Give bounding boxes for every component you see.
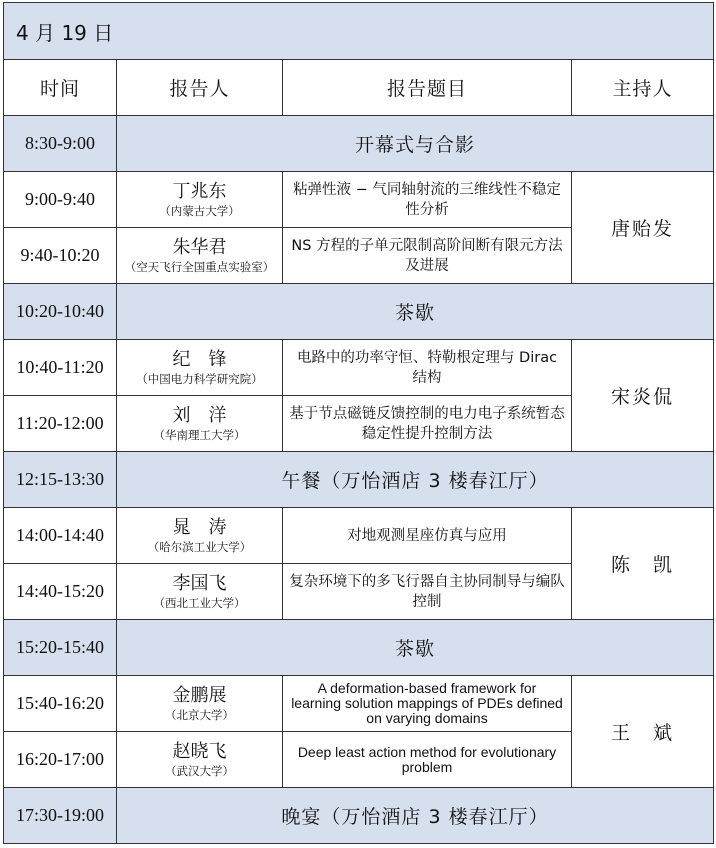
time-cell: 15:40-16:20 [4, 676, 117, 732]
speaker-name: 赵晓飞 [172, 740, 227, 762]
speaker-affiliation: （华南理工大学） [153, 427, 246, 442]
speaker-affiliation: （空天飞行全国重点实验室） [124, 259, 275, 274]
event-cell: 午餐（万怡酒店 3 楼春江厅） [117, 452, 714, 508]
speaker-cell [117, 340, 283, 396]
event-row-dinner [4, 788, 714, 844]
topic-cell: Deep least action method for evolutionary problem [283, 732, 572, 788]
event-cell: 开幕式与合影 [117, 116, 714, 172]
chair-cell: 陈 凯 [572, 508, 714, 620]
day-title-row [4, 3, 714, 60]
schedule-table [3, 2, 714, 844]
event-row-tea-break [4, 620, 714, 676]
speaker-cell [117, 228, 283, 284]
speaker-name: 晁 涛 [172, 516, 227, 538]
talk-row [4, 172, 714, 228]
chair-cell: 唐贻发 [572, 172, 714, 284]
speaker-affiliation: （西北工业大学） [153, 595, 246, 610]
speaker-name: 朱华君 [172, 236, 227, 258]
time-cell: 12:15-13:30 [4, 452, 117, 508]
chair-cell: 宋炎侃 [572, 340, 714, 452]
event-row-tea-break [4, 284, 714, 340]
topic-cell: 电路中的功率守恒、特勒根定理与 Dirac 结构 [283, 340, 572, 396]
speaker-cell [117, 508, 283, 564]
speaker-affiliation: （内蒙古大学） [159, 203, 240, 218]
event-row-opening [4, 116, 714, 172]
speaker-cell [117, 564, 283, 620]
speaker-affiliation: （哈尔滨工业大学） [147, 539, 252, 554]
header-row [4, 60, 714, 116]
speaker-affiliation: （北京大学） [165, 707, 234, 722]
topic-cell: 对地观测星座仿真与应用 [283, 508, 572, 564]
topic-cell: 基于节点磁链反馈控制的电力电子系统暂态稳定性提升控制方法 [283, 396, 572, 452]
time-cell: 14:00-14:40 [4, 508, 117, 564]
event-row-lunch [4, 452, 714, 508]
topic-cell: NS 方程的子单元限制高阶间断有限元方法及进展 [283, 228, 572, 284]
speaker-affiliation: （武汉大学） [165, 763, 234, 778]
speaker-cell [117, 396, 283, 452]
talk-row [4, 508, 714, 564]
speaker-cell [117, 172, 283, 228]
header-time: 时间 [4, 60, 117, 116]
speaker-name: 李国飞 [172, 572, 227, 594]
talk-row [4, 676, 714, 732]
time-cell: 14:40-15:20 [4, 564, 117, 620]
speaker-cell [117, 676, 283, 732]
event-cell: 茶歇 [117, 620, 714, 676]
chair-cell: 王 斌 [572, 676, 714, 788]
time-cell: 8:30-9:00 [4, 116, 117, 172]
header-chair: 主持人 [572, 60, 714, 116]
topic-cell: 粘弹性液 − 气同轴射流的三维线性不稳定性分析 [283, 172, 572, 228]
time-cell: 15:20-15:40 [4, 620, 117, 676]
time-cell: 16:20-17:00 [4, 732, 117, 788]
day-title: 4 月 19 日 [4, 3, 714, 60]
talk-row [4, 340, 714, 396]
header-topic: 报告题目 [283, 60, 572, 116]
time-cell: 17:30-19:00 [4, 788, 117, 844]
topic-cell: 复杂环境下的多飞行器自主协同制导与编队控制 [283, 564, 572, 620]
event-cell: 茶歇 [117, 284, 714, 340]
time-cell: 10:40-11:20 [4, 340, 117, 396]
time-cell: 10:20-10:40 [4, 284, 117, 340]
time-cell: 9:40-10:20 [4, 228, 117, 284]
header-speaker: 报告人 [117, 60, 283, 116]
speaker-affiliation: （中国电力科学研究院） [136, 371, 263, 386]
time-cell: 11:20-12:00 [4, 396, 117, 452]
topic-cell: A deformation-based framework for learning solution mappings of PDEs defined on varying domains [283, 676, 572, 732]
speaker-name: 丁兆东 [172, 180, 227, 202]
time-cell: 9:00-9:40 [4, 172, 117, 228]
speaker-name: 刘 洋 [172, 404, 227, 426]
speaker-cell [117, 732, 283, 788]
speaker-name: 纪 锋 [172, 348, 227, 370]
speaker-name: 金鹏展 [172, 684, 227, 706]
event-cell: 晚宴（万怡酒店 3 楼春江厅） [117, 788, 714, 844]
